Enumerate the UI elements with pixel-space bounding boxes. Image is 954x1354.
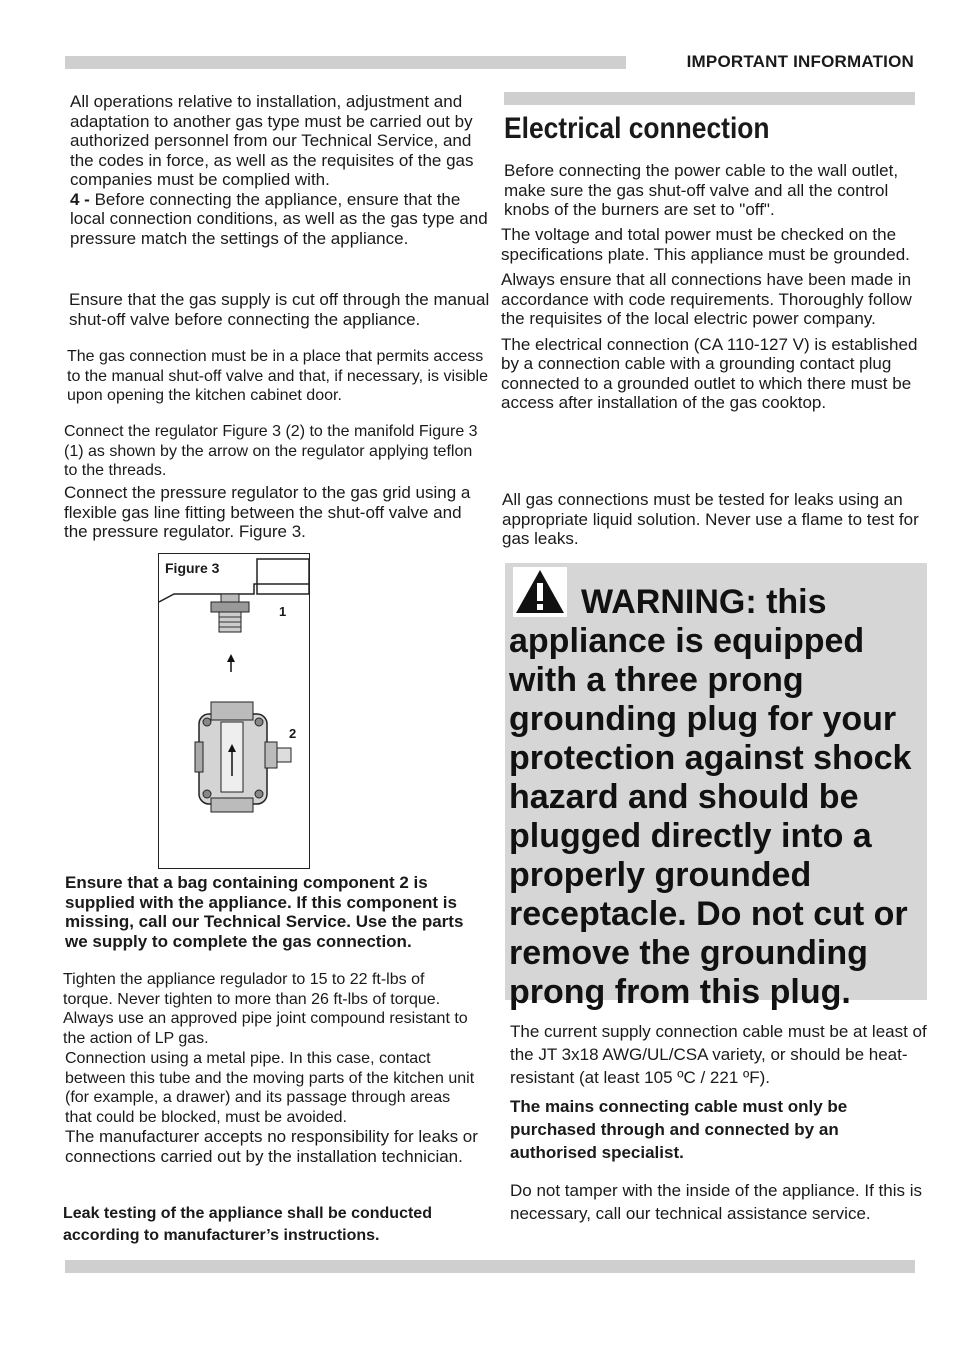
gas-connection-location: The gas connection must be in a place that permits access to the manual shut-off valve and that, if necessary, is visible upon opening the kitchen cabinet door. — [67, 348, 488, 404]
right-column-cont-2 — [502, 490, 932, 549]
figure-callout-1: 1 — [279, 604, 287, 619]
regulator-diagram — [159, 554, 309, 868]
metal-pipe-paragraph: Connection using a metal pipe. In this case, contact between this tube and the moving parts of the kitchen unit (for example, a drawer) and its passage through areas that could be blocked, must be avoided. — [65, 1050, 475, 1126]
left-column-cont-8 — [63, 1203, 483, 1247]
electrical-connection-paragraph: The electrical connection (CA 110-127 V) is established by a connection cable with a grounding contact plug connected to a grounded outlet to which there must be access after installation of the gas cooktop. — [501, 334, 918, 412]
voltage-paragraph: The voltage and total power must be checked on the specifications plate. This appliance must be grounded. — [501, 225, 910, 264]
page-header-title: IMPORTANT INFORMATION — [686, 52, 914, 71]
right-column-cont-3 — [510, 1020, 930, 1225]
left-column-cont-5 — [65, 873, 485, 951]
power-cable-paragraph: Before connecting the power cable to the wall outlet, make sure the gas shut-off valve and all the control knobs of the burners are set to "off". — [504, 161, 899, 219]
left-column-cont-7 — [65, 1049, 481, 1166]
figure-callout-2: 2 — [289, 726, 297, 741]
do-not-tamper-paragraph: Do not tamper with the inside of the appliance. If this is necessary, call our technical assistance service. — [510, 1181, 923, 1223]
shutoff-paragraph: Ensure that the gas supply is cut off through the manual shut-off valve before connecting the appliance. — [69, 290, 490, 329]
leak-test-paragraph: All gas connections must be tested for leaks using an appropriate liquid solution. Never use a flame to test for gas leaks. — [502, 490, 919, 548]
step-4-number: 4 - — [70, 189, 90, 209]
header-rule — [65, 56, 626, 69]
pressure-regulator-paragraph: Connect the pressure regulator to the gas grid using a flexible gas line fitting between the shut-off valve and the pressure regulator. Figure 3. — [64, 483, 471, 541]
figure-label: Figure 3 — [165, 560, 220, 576]
warning-message: WARNING: this appliance is equipped with a three prong grounding plug for your protection against shock hazard and should be plugged directly into a properly grounded receptacle. Do not cut or remove the grounding prong from this plug. — [509, 583, 912, 1011]
section-rule — [504, 92, 915, 105]
figure-3 — [158, 553, 310, 869]
left-column-cont-2 — [67, 347, 491, 406]
left-column-cont-6 — [63, 970, 475, 1048]
left-column-cont — [69, 290, 493, 329]
code-requirements-paragraph: Always ensure that all connections have been made in accordance with code requirements. Thoroughly follow the requisites of the local electric power company. — [501, 270, 912, 328]
step-4-text: Before connecting the appliance, ensure that the local connection conditions, as well as the gas type and pressure match the settings of the appliance. — [70, 189, 488, 248]
footer-rule — [65, 1260, 915, 1273]
left-column-cont-3 — [64, 422, 480, 481]
leak-testing-notice: Leak testing of the appliance shall be conducted according to manufacturer’s instructions. — [63, 1205, 432, 1244]
warning-text — [509, 583, 929, 1012]
installation-intro: All operations relative to installation, adjustment and adaptation to another gas type must be carried out by authorized personnel from our Technical Service, and the codes in force, as well as the requisites of the gas companies must be complied with. — [70, 92, 474, 189]
left-column-cont-4 — [64, 483, 476, 542]
supply-cable-paragraph: The current supply connection cable must be at least of the JT 3x18 AWG/UL/CSA variety, or should be heat-resistant (at least 105 ºC / 221 ºF). — [510, 1022, 927, 1087]
component-2-notice: Ensure that a bag containing component 2 is supplied with the appliance. If this component is missing, call our Technical Service. Use the parts we supply to complete the gas connection. — [65, 873, 464, 951]
warning-box — [505, 563, 927, 1011]
section-title: Electrical connection — [504, 112, 770, 145]
torque-paragraph: Tighten the appliance regulador to 15 to 22 ft-lbs of torque. Never tighten to more than 26 ft-lbs of torque. Always use an approved pipe joint compound resistant to the action of LP gas. — [63, 971, 468, 1047]
right-column — [504, 161, 924, 220]
left-column — [70, 92, 492, 248]
step-4-paragraph — [70, 190, 492, 249]
mains-cable-notice: The mains connecting cable must only be purchased through and connected by an authorised specialist. — [510, 1097, 848, 1162]
connect-regulator-paragraph: Connect the regulator Figure 3 (2) to the manifold Figure 3 (1) as shown by the arrow on the regulator applying teflon to the threads. — [64, 423, 478, 479]
manufacturer-responsibility: The manufacturer accepts no responsibility for leaks or connections carried out by the installation technician. — [65, 1127, 478, 1166]
right-column-cont — [501, 225, 925, 413]
